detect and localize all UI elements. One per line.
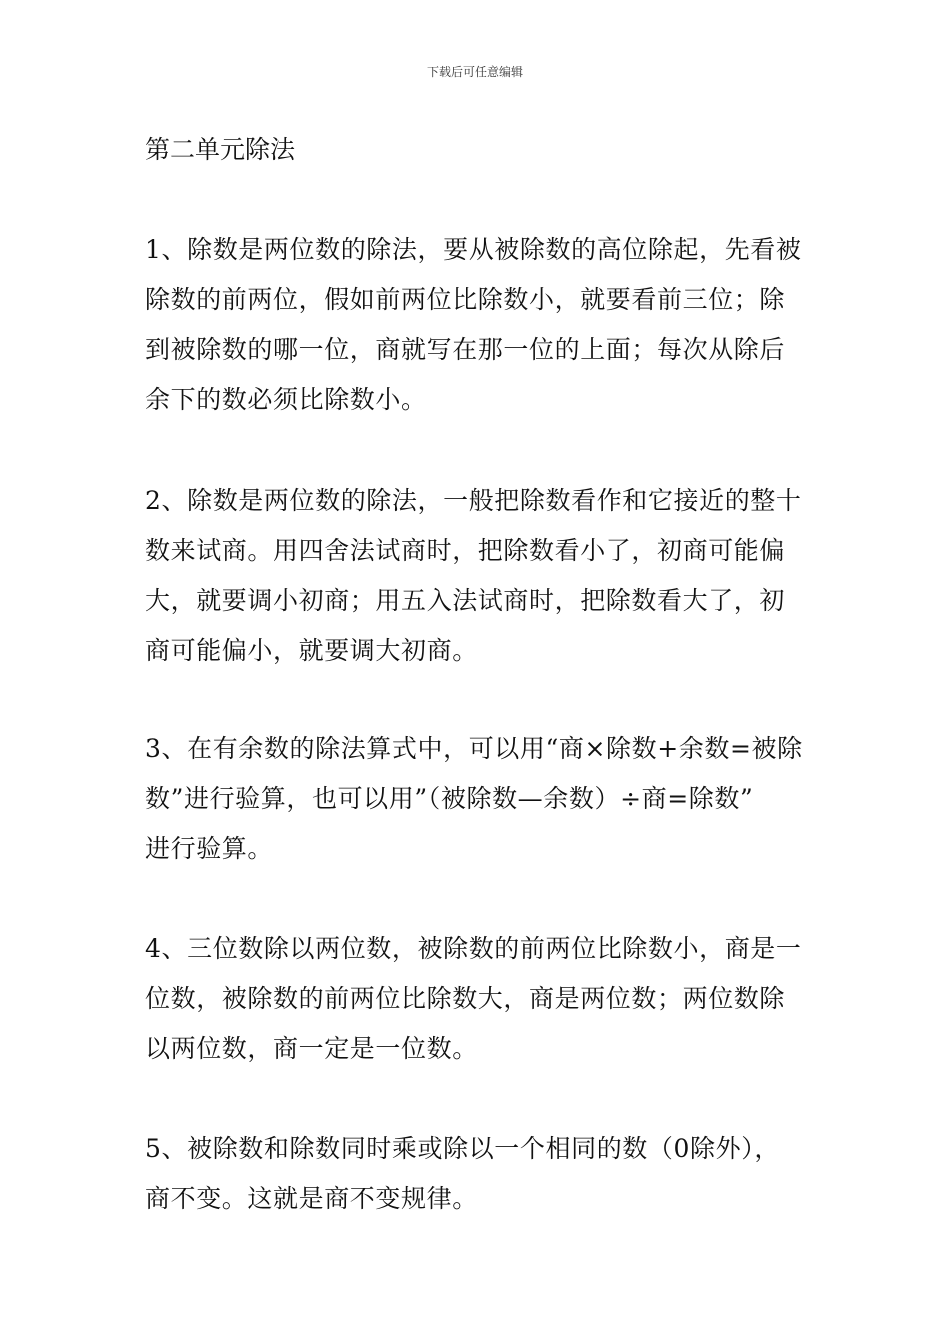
- paragraph-line: 大，就要调小初商；用五入法试商时，把除数看大了，初: [145, 586, 786, 615]
- paragraph-line: 数”进行验算，也可以用”（被除数—余数）÷商=除数”: [145, 784, 754, 813]
- paragraph-4: [145, 924, 810, 1074]
- paragraph-line: 2、除数是两位数的除法，一般把除数看作和它接近的整十: [145, 486, 802, 515]
- paragraph-line: 除数的前两位，假如前两位比除数小，就要看前三位；除: [145, 285, 786, 314]
- paragraph-line: 以两位数，商一定是一位数。: [145, 1034, 478, 1063]
- paragraph-line: 商不变。这就是商不变规律。: [145, 1184, 478, 1213]
- paragraph-line: 5、被除数和除数同时乘或除以一个相同的数（0除外），: [145, 1134, 780, 1163]
- paragraph-line: 4、三位数除以两位数，被除数的前两位比除数小，商是一: [145, 934, 802, 963]
- paragraph-2: [145, 476, 810, 676]
- section-title: 第二单元除法: [145, 135, 296, 164]
- paragraph-5: [145, 1124, 810, 1224]
- paragraph-line: 到被除数的哪一位，商就写在那一位的上面；每次从除后: [145, 335, 786, 364]
- paragraph-line: 余下的数必须比除数小。: [145, 385, 427, 414]
- paragraph-line: 1、除数是两位数的除法，要从被除数的高位除起，先看被: [145, 235, 802, 264]
- page-header: [0, 64, 950, 80]
- paragraph-line: 3、在有余数的除法算式中，可以用“商×除数+余数=被除: [145, 734, 803, 763]
- paragraph-3: [145, 724, 810, 874]
- paragraph-1: [145, 225, 810, 425]
- paragraph-line: 商可能偏小，就要调大初商。: [145, 636, 478, 665]
- paragraph-line: 数来试商。用四舍法试商时，把除数看小了，初商可能偏: [145, 536, 786, 565]
- paragraph-line: 位数，被除数的前两位比除数大，商是两位数；两位数除: [145, 984, 786, 1013]
- paragraph-line: 进行验算。: [145, 834, 274, 863]
- header-text: 下载后可任意编辑: [426, 65, 523, 79]
